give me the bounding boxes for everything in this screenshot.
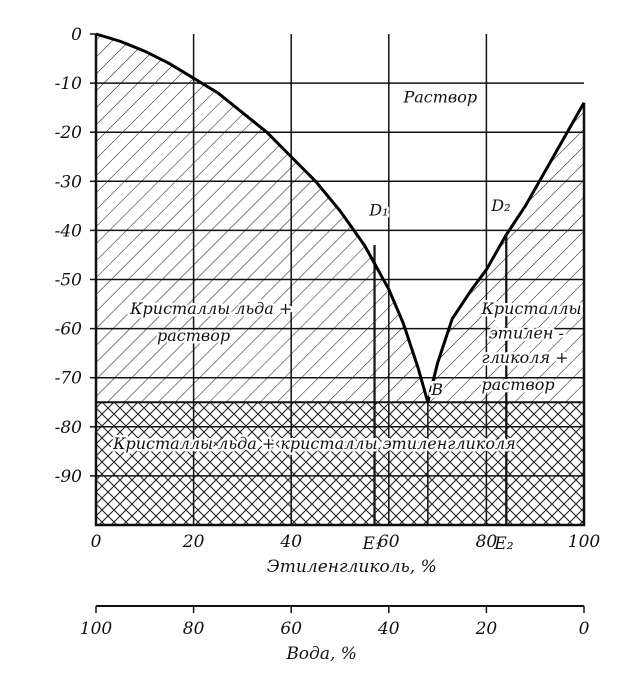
x2-tick-label: 0 [578,619,590,639]
region-label-two-crystals: Кристаллы льда + кристаллы этиленгликоля [113,433,516,453]
x-tick-label: 20 [182,532,205,552]
x-tick-label: 100 [567,532,601,552]
point-label-b: B [431,379,444,399]
y-tick-label: -90 [54,466,82,487]
y-tick-label: -10 [54,74,82,95]
x2-tick-label: 40 [377,619,400,639]
x2-tick-label: 80 [182,619,205,639]
x-axis-title: Этиленгликоль, % [266,557,437,577]
x-tick-label: 80 [475,532,498,552]
x-tick-label: 40 [280,532,303,552]
x-special-label-E₂: E₂ [494,534,514,554]
region-label-glycol-line-3: гликоля + [481,347,569,367]
y-tick-label: -70 [54,368,82,389]
point-label-d1: D₁ [369,200,389,220]
y-tick-label: -40 [54,221,82,242]
x-special-label-E₁: E₁ [362,534,382,554]
y-tick-label: -30 [54,172,82,193]
region-label-glycol-line-2: этилен - [488,323,564,343]
x2-tick-label: 60 [280,619,303,639]
region-label-ice-line-2: раствор [157,325,231,345]
x2-axis-title: Вода, % [286,644,357,664]
y-tick-label: -20 [54,123,82,144]
region-two-crystals [96,402,584,525]
y-tick-label: -50 [54,270,82,291]
region-label-solution: Раствор [403,87,478,107]
point-label-d2: D₂ [491,195,511,215]
y-tick-label: -80 [54,417,82,438]
x2-tick-label: 100 [79,619,113,639]
y-tick-label: -60 [54,319,82,340]
x-tick-label: 0 [90,532,102,552]
x-tick-label: 60 [377,532,400,552]
region-label-glycol-line-4: раствор [481,374,555,394]
y-tick-label: 0 [71,25,82,45]
x2-tick-label: 20 [475,619,498,639]
region-label-ice-line-1: Кристаллы льда + [130,298,293,318]
region-label-glycol-line-1: Кристаллы [481,298,582,318]
